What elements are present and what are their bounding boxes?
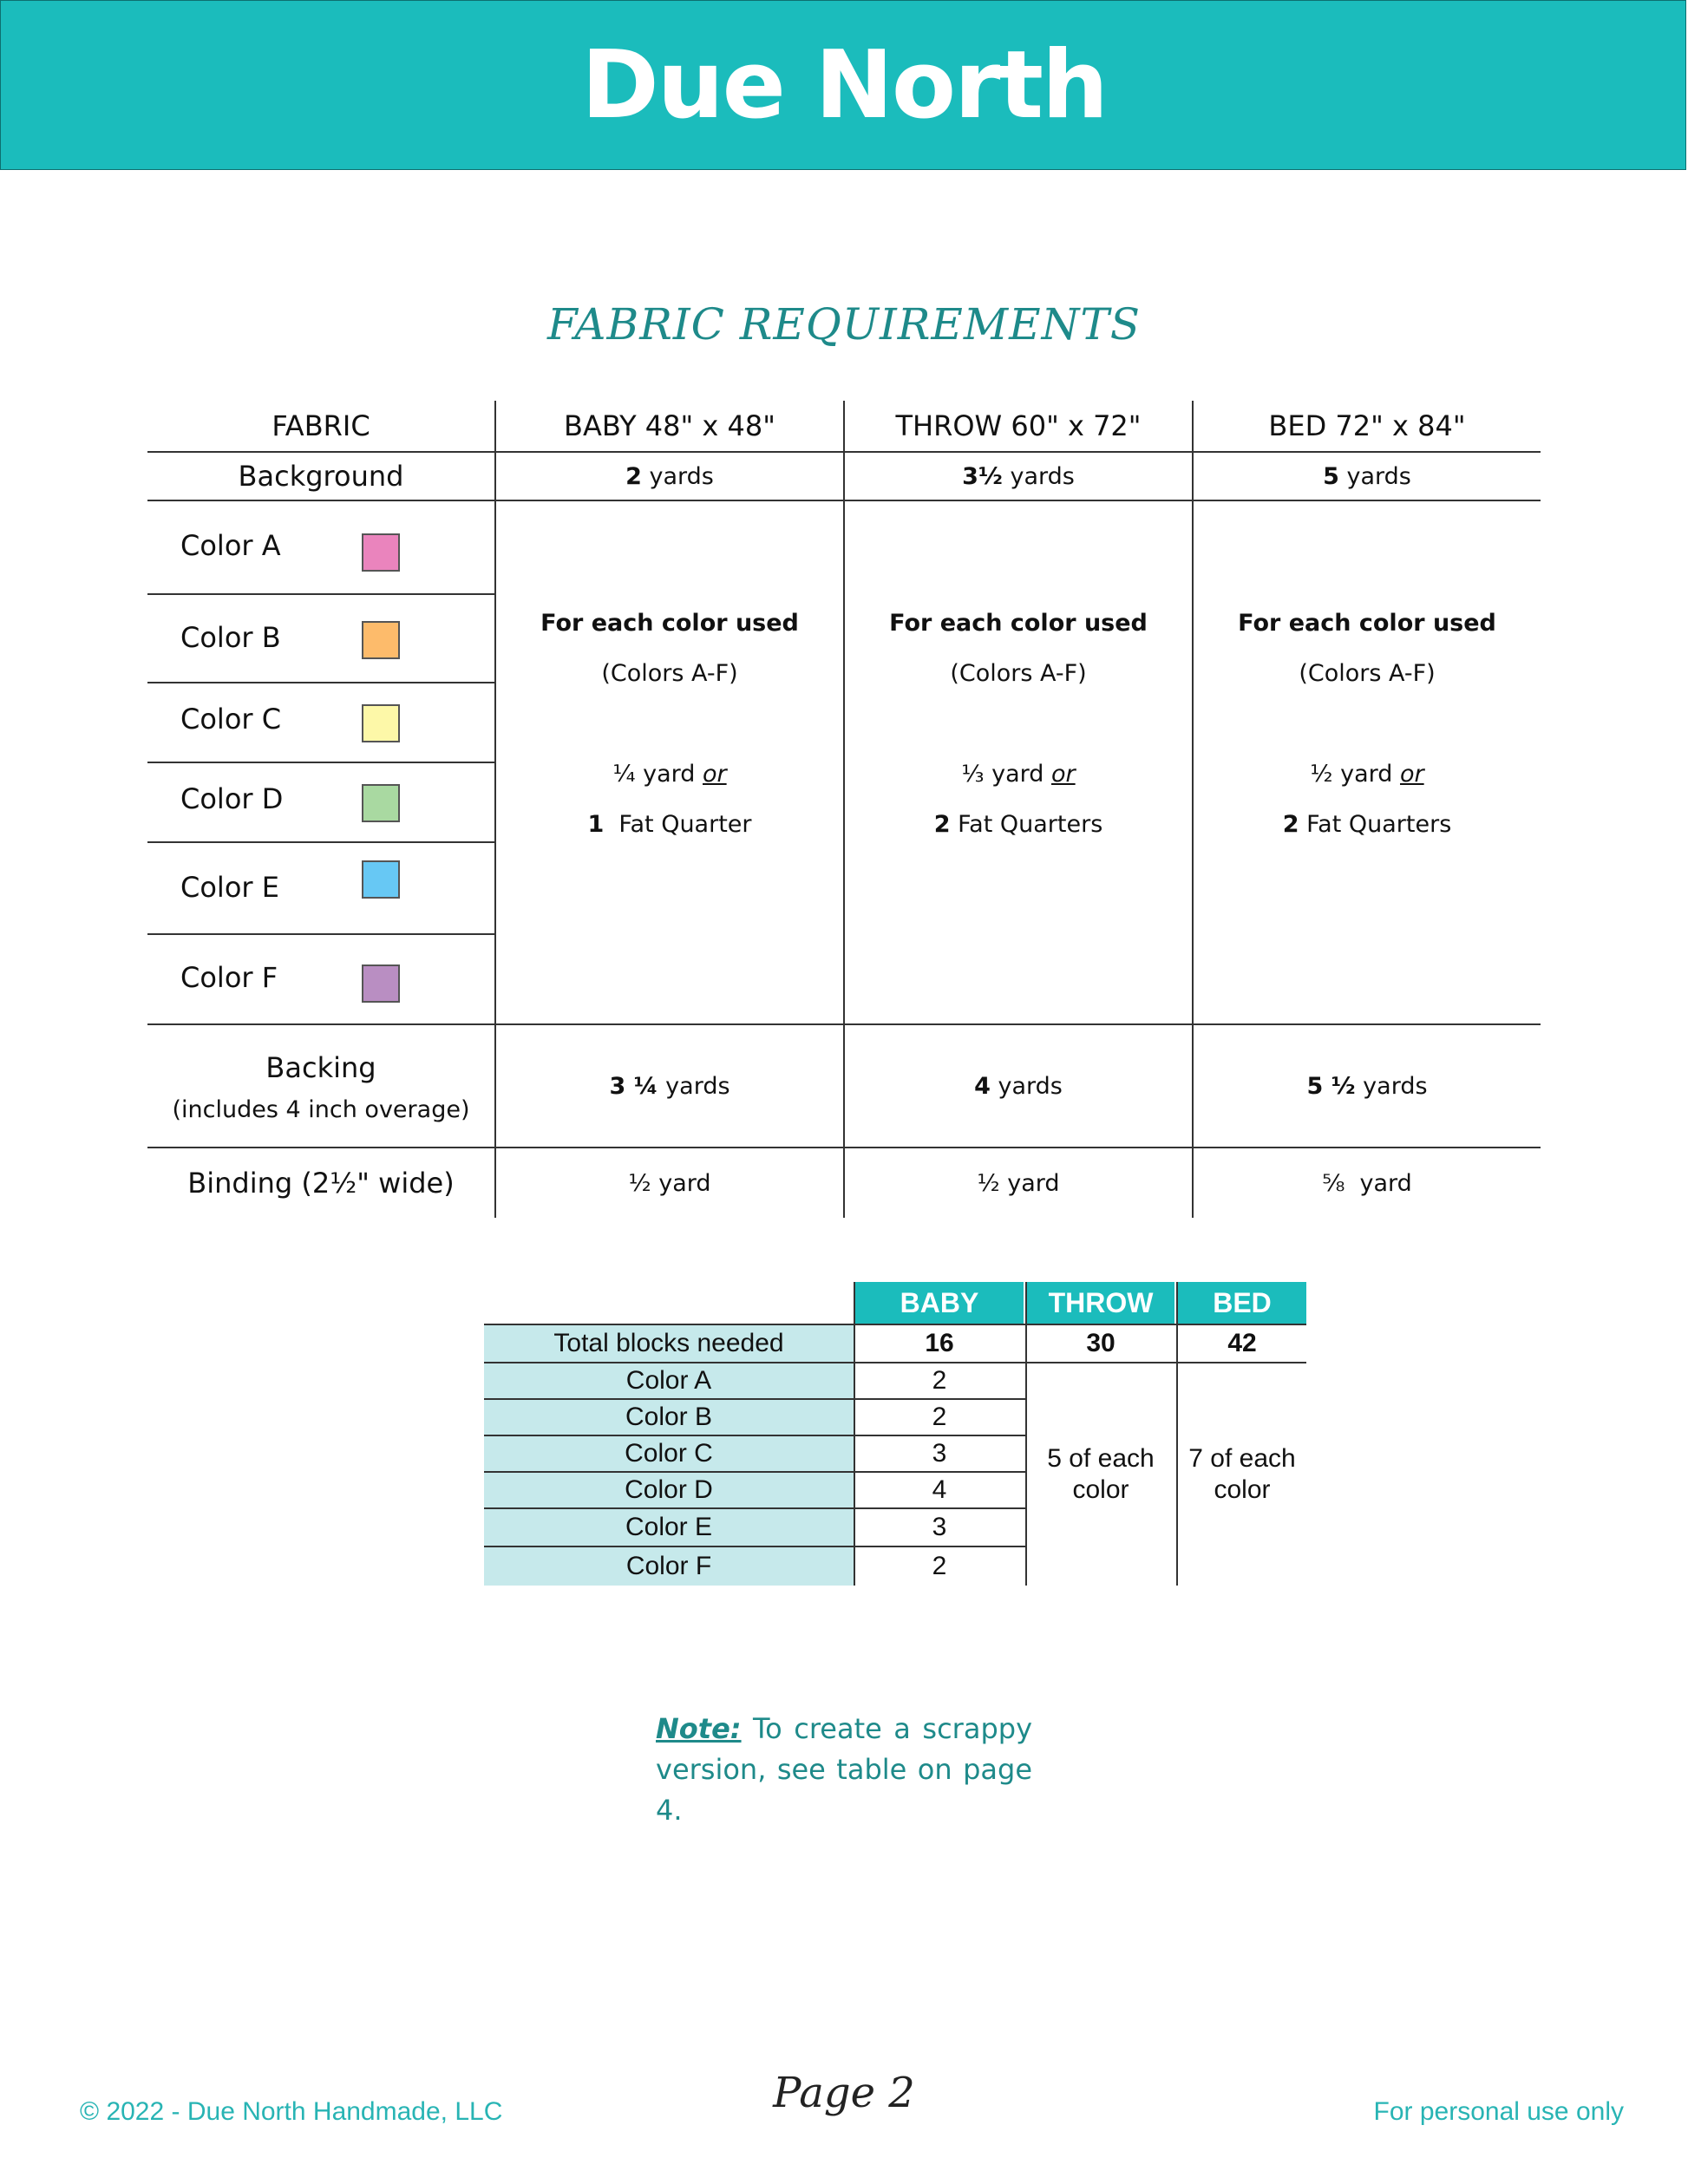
blocks-row-baby: 4: [932, 1475, 947, 1504]
color-label: Color D: [180, 782, 284, 815]
row-color-c: [147, 683, 494, 762]
table-divider: [147, 933, 494, 935]
blocks-row-label: Color B: [484, 1400, 854, 1435]
blocks-header-throw: THROW: [1027, 1282, 1174, 1324]
swatch-color-f: [362, 964, 400, 1003]
blocks-row-baby: 3: [932, 1513, 947, 1541]
color-info-baby: For each color used (Colors A-F) ¼ yard or 1 Fat Quarter: [540, 610, 799, 838]
binding-bed: ⅝ yard: [1322, 1169, 1412, 1197]
table-divider: [494, 401, 496, 1218]
table-divider: [484, 1324, 1306, 1325]
col-header-baby: BABY 48" x 48": [564, 409, 775, 442]
footer-copyright: © 2022 - Due North Handmade, LLC: [80, 2097, 503, 2126]
blocks-row-label: Color C: [484, 1436, 854, 1471]
table-divider: [1192, 401, 1194, 1218]
swatch-color-d: [362, 784, 400, 822]
table-divider: [147, 593, 494, 595]
row-label-backing: Backing (includes 4 inch overage): [172, 1051, 470, 1123]
color-label: Color E: [180, 871, 279, 904]
scrappy-note: Note: To create a scrappy version, see table on page 4.: [656, 1712, 1032, 1827]
row-color-a: [147, 501, 494, 593]
backing-bed: 5 ½ yards: [1306, 1072, 1428, 1100]
swatch-color-a: [362, 533, 400, 572]
bed-each-color: 7 of each color: [1188, 1444, 1296, 1504]
col-header-fabric: FABRIC: [272, 409, 370, 442]
color-label: Color C: [180, 703, 282, 736]
background-baby: 2 yards: [625, 462, 714, 490]
table-divider: [484, 1435, 1025, 1436]
table-divider: [484, 1546, 1025, 1547]
table-divider: [484, 1507, 1025, 1509]
table-divider: [1025, 1282, 1027, 1586]
table-divider: [147, 762, 494, 763]
table-divider: [147, 1147, 1541, 1148]
blocks-row-baby: 2: [932, 1552, 947, 1580]
blocks-row-label: Color D: [484, 1473, 854, 1507]
row-label-background: Background: [238, 460, 404, 493]
footer-usage: For personal use only: [1373, 2097, 1624, 2126]
swatch-color-b: [362, 621, 400, 659]
table-divider: [147, 1023, 1541, 1025]
table-divider: [1176, 1282, 1178, 1586]
table-divider: [484, 1471, 1025, 1473]
row-color-e: [147, 843, 494, 933]
table-divider: [147, 682, 494, 683]
throw-each-color: 5 of each color: [1047, 1444, 1155, 1504]
total-blocks-label: Total blocks needed: [484, 1325, 854, 1362]
backing-throw: 4 yards: [974, 1072, 1063, 1100]
fabric-requirements-table: [147, 401, 1541, 1218]
color-label: Color F: [180, 961, 278, 994]
color-label: Color A: [180, 529, 281, 562]
table-divider: [147, 841, 494, 843]
blocks-header-baby: BABY: [855, 1282, 1024, 1324]
blocks-row-baby: 2: [932, 1403, 947, 1431]
total-bed: 42: [1227, 1329, 1257, 1357]
table-divider: [147, 500, 1541, 501]
blocks-row-label: Color A: [484, 1363, 854, 1398]
row-color-d: [147, 763, 494, 841]
blocks-needed-table: [484, 1282, 1306, 1586]
col-header-bed: BED 72" x 84": [1268, 409, 1466, 442]
row-label-binding: Binding (2½" wide): [187, 1167, 455, 1200]
blocks-row-label: Color E: [484, 1509, 854, 1546]
backing-baby: 3 ¼ yards: [609, 1072, 730, 1100]
row-color-f: [147, 935, 494, 1023]
blocks-row-baby: 2: [932, 1366, 947, 1395]
col-header-throw: THROW 60" x 72": [895, 409, 1142, 442]
binding-throw: ½ yard: [977, 1169, 1060, 1197]
binding-baby: ½ yard: [628, 1169, 711, 1197]
page-title: Due North: [581, 30, 1107, 140]
total-baby: 16: [925, 1329, 954, 1357]
blocks-header-bed: BED: [1178, 1282, 1306, 1324]
color-label: Color B: [180, 621, 281, 654]
swatch-color-e: [362, 860, 400, 899]
table-divider: [147, 451, 1541, 453]
total-throw: 30: [1086, 1329, 1116, 1357]
section-title: FABRIC REQUIREMENTS: [547, 299, 1141, 350]
table-divider: [484, 1398, 1025, 1400]
blocks-row-label: Color F: [484, 1547, 854, 1586]
page-number: Page 2: [773, 2069, 915, 2117]
color-info-throw: For each color used (Colors A-F) ⅓ yard or 2 Fat Quarters: [889, 610, 1148, 838]
color-info-bed: For each color used (Colors A-F) ½ yard or 2 Fat Quarters: [1238, 610, 1496, 838]
table-divider: [854, 1282, 855, 1586]
row-color-b: [147, 595, 494, 682]
background-bed: 5 yards: [1323, 462, 1411, 490]
background-throw: 3½ yards: [962, 462, 1075, 490]
table-divider: [484, 1362, 1306, 1363]
blocks-row-baby: 3: [932, 1439, 947, 1468]
table-divider: [843, 401, 845, 1218]
swatch-color-c: [362, 704, 400, 742]
